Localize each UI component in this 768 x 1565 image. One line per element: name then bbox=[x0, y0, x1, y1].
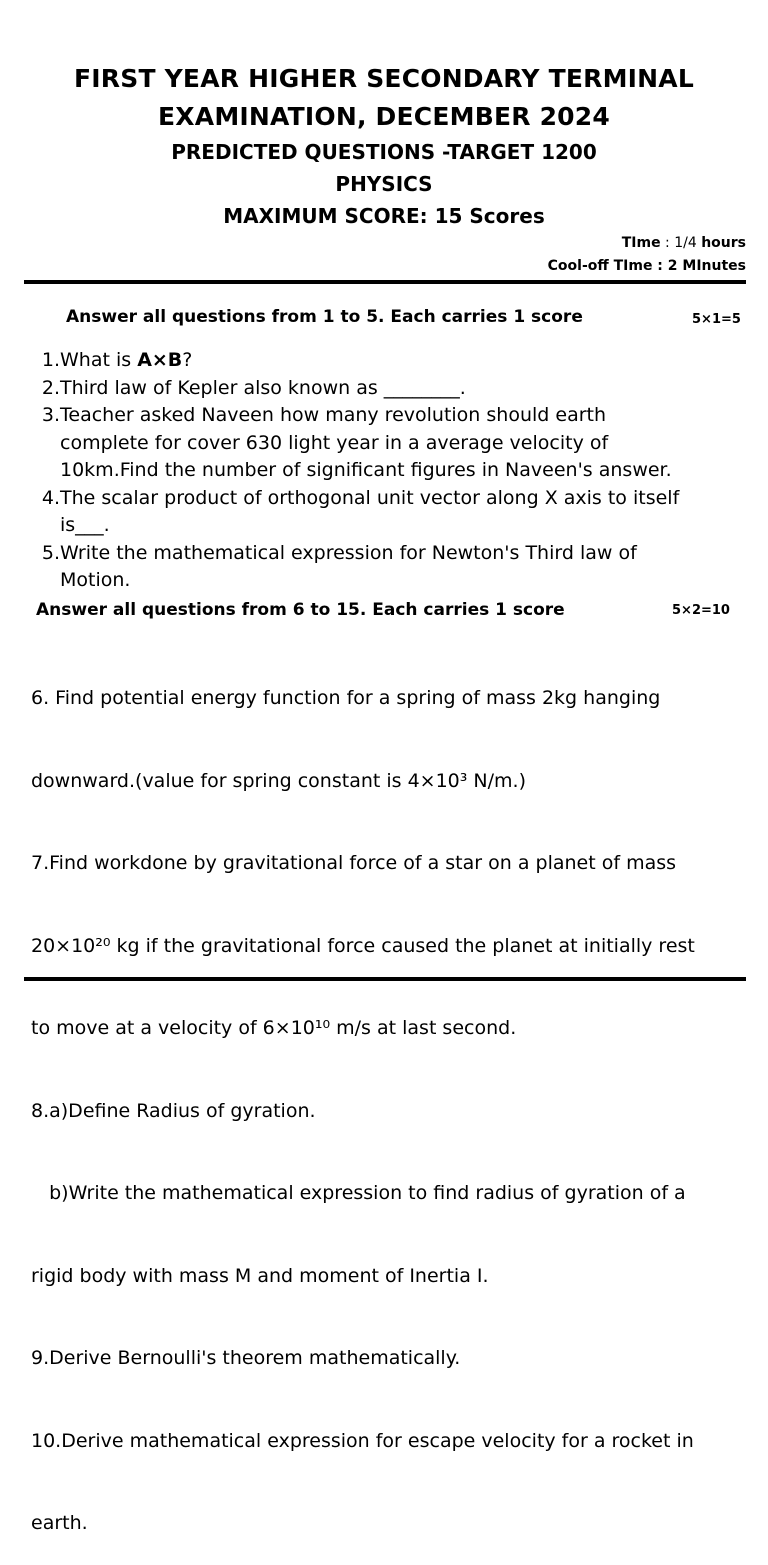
question-text-continued: complete for cover 630 light year in a average velocity of bbox=[60, 431, 609, 454]
time-unit: hours bbox=[701, 235, 746, 251]
question-line: 7.Find workdone by gravitational force of a star on a planet of mass bbox=[31, 852, 677, 874]
section2-instruction: Answer all questions from 6 to 15. Each carries 1 score bbox=[36, 600, 565, 620]
question-number: 5. bbox=[41, 541, 60, 564]
question-text: Third law of Kepler also known as ________. bbox=[60, 376, 466, 399]
header-divider bbox=[24, 280, 746, 284]
time-label: TIme bbox=[621, 235, 661, 251]
max-score: MAXIMUM SCORE: 15 Scores bbox=[223, 204, 545, 228]
question-number: 4. bbox=[41, 486, 60, 509]
question-number: 2. bbox=[41, 376, 60, 399]
question-line: 20×10²⁰ kg if the gravitational force caused the planet at initially rest bbox=[31, 934, 695, 957]
section1-instruction: Answer all questions from 1 to 5. Each carries 1 score bbox=[66, 307, 583, 327]
exam-subtitle: PREDICTED QUESTIONS -TARGET 1200 bbox=[171, 140, 597, 164]
question-text: Write the mathematical expression for Newton's Third law of bbox=[60, 541, 637, 564]
section2-marks: 5×2=10 bbox=[672, 603, 730, 618]
question-line: downward.(value for spring constant is 4×10³ N/m.) bbox=[31, 769, 527, 792]
exam-title-line-2: EXAMINATION, DECEMBER 2024 bbox=[158, 102, 610, 131]
section1-marks: 5×1=5 bbox=[692, 312, 741, 327]
question-text-continued: Motion. bbox=[60, 569, 131, 591]
footer-divider bbox=[24, 977, 746, 981]
time-info bbox=[622, 235, 746, 251]
question-number: 1. bbox=[41, 349, 60, 371]
cooloff-time: Cool-off TIme : 2 MInutes bbox=[547, 258, 746, 274]
question-text: Teacher asked Naveen how many revolution should earth bbox=[60, 404, 607, 426]
question-line: 9.Derive Bernoulli's theorem mathematically. bbox=[31, 1347, 461, 1369]
time-value: : 1/4 bbox=[660, 235, 702, 251]
question-line: 6. Find potential energy function for a spring of mass 2kg hanging bbox=[31, 687, 661, 709]
question-text: What is A×B? bbox=[60, 349, 193, 371]
section2-question-list bbox=[31, 630, 695, 1565]
question-line: rigid body with mass M and moment of Inertia I. bbox=[31, 1264, 489, 1287]
question-number: 3. bbox=[41, 404, 60, 426]
question-text-continued: is___. bbox=[60, 514, 110, 536]
section1-question-list bbox=[0, 347, 768, 597]
question-line: 8.a)Define Radius of gyration. bbox=[31, 1099, 316, 1122]
question-text: The scalar product of orthogonal unit vector along X axis to itself bbox=[60, 486, 680, 509]
question-line: 10.Derive mathematical expression for escape velocity for a rocket in bbox=[31, 1429, 694, 1452]
question-line: b)Write the mathematical expression to find radius of gyration of a bbox=[31, 1182, 686, 1204]
subject-title: PHYSICS bbox=[335, 172, 433, 196]
question-line: to move at a velocity of 6×10¹⁰ m/s at last second. bbox=[31, 1017, 517, 1039]
question-line: earth. bbox=[31, 1512, 88, 1534]
exam-title-line-1: FIRST YEAR HIGHER SECONDARY TERMINAL bbox=[74, 64, 694, 93]
question-text-continued: 10km.Find the number of significant figures in Naveen's answer. bbox=[60, 459, 672, 481]
